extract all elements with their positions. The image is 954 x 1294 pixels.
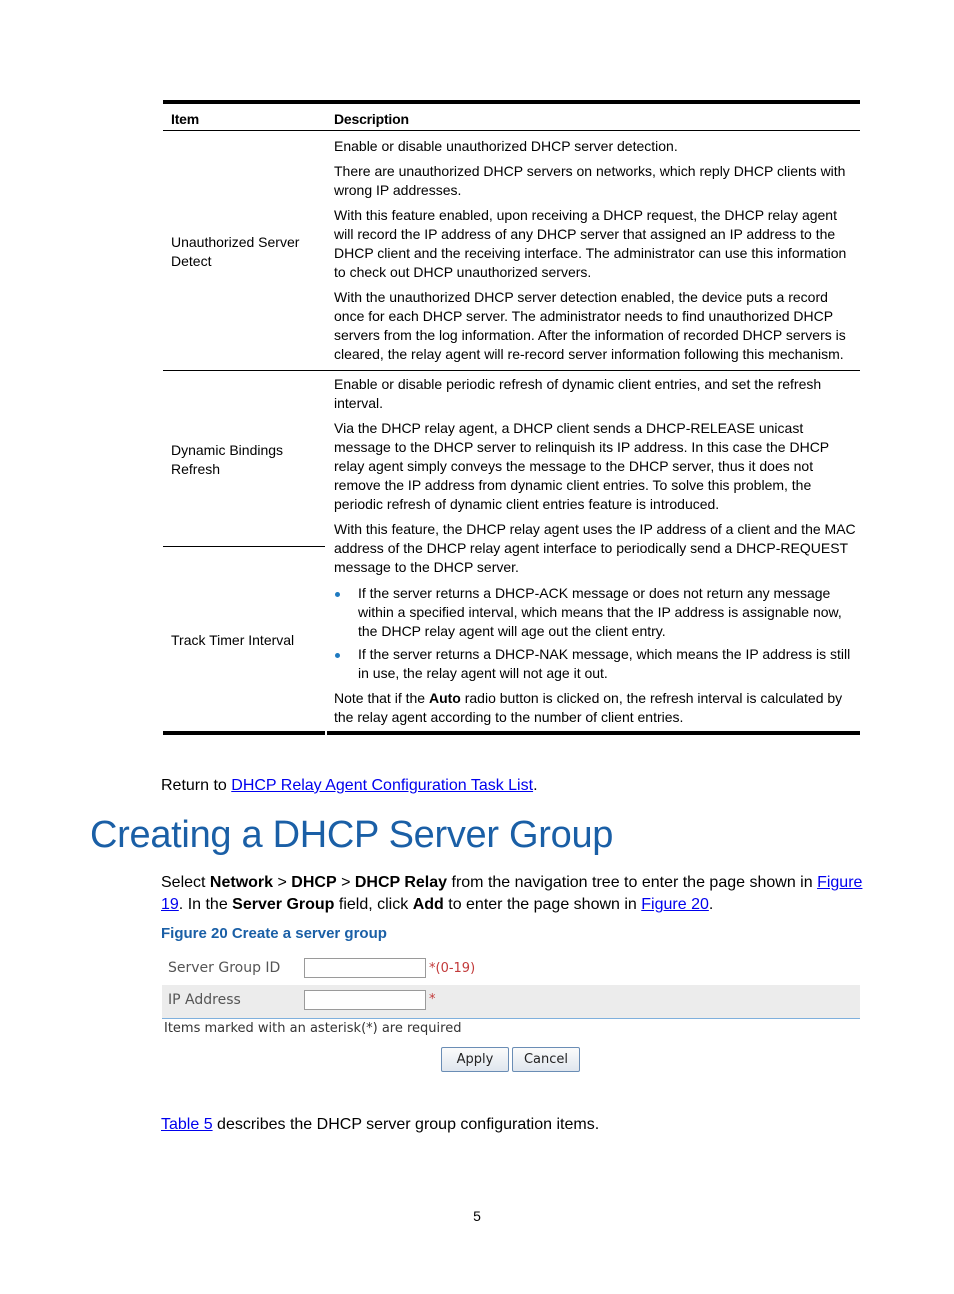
section-heading: Creating a DHCP Server Group <box>90 814 614 856</box>
intro-bold-network: Network <box>209 874 274 891</box>
intro-text: field, click <box>334 896 413 913</box>
apply-button[interactable]: Apply <box>441 1047 509 1072</box>
figure-caption: Figure 20 Create a server group <box>161 925 387 942</box>
figure-19-link[interactable]: 19 <box>161 896 179 913</box>
note-text: Note that if the <box>334 690 429 706</box>
ip-address-label: IP Address <box>168 992 241 1008</box>
server-group-id-input[interactable] <box>304 958 426 978</box>
table-row-description <box>334 137 856 364</box>
intro-bold-server-group: Server Group <box>232 896 335 913</box>
intro-text: Select <box>161 874 210 891</box>
required-note: Items marked with an asterisk(*) are required <box>164 1021 462 1036</box>
figure-19-link[interactable]: Figure <box>817 874 863 891</box>
table-row-item-unauthorized-server-detect: Unauthorized Server Detect <box>171 234 300 269</box>
intro-text: to enter the page shown in <box>443 896 642 913</box>
return-end: . <box>533 777 538 794</box>
table-header-rule <box>163 130 860 131</box>
table-bottom-rule-left <box>163 731 325 735</box>
ip-address-input[interactable] <box>304 990 426 1010</box>
intro-bold-dhcp-relay: DHCP Relay <box>354 874 448 891</box>
intro-bold-add: Add <box>412 896 444 913</box>
table-header-item: Item <box>171 111 199 127</box>
intro-text: > <box>273 874 292 891</box>
table-row-description <box>334 375 856 577</box>
server-group-id-hint: *(0-19) <box>429 961 476 976</box>
table-top-rule <box>163 100 860 104</box>
description-paragraph: Enable or disable periodic refresh of dynamic client entries, and set the refresh interval. <box>334 376 822 411</box>
table-5-link[interactable]: Table 5 <box>161 1116 213 1133</box>
table-sub-row-rule <box>163 546 325 547</box>
description-paragraph: With this feature, the DHCP relay agent uses the IP address of a client and the MAC address of the DHCP relay agent interface to periodically send a DHCP-REQUEST message to the DHCP server. <box>334 521 856 575</box>
table-row-note <box>334 689 856 727</box>
cancel-button[interactable]: Cancel <box>512 1047 580 1072</box>
task-list-link[interactable]: DHCP Relay Agent Configuration Task List <box>231 777 534 794</box>
note-text: radio button is clicked on, the refresh interval is calculated by the relay agent according to the number of client entries. <box>334 690 843 725</box>
table-bottom-rule-right <box>327 731 860 735</box>
note-bold-auto: Auto <box>428 690 461 706</box>
intro-text: . In the <box>178 896 233 913</box>
table5-text: describes the DHCP server group configuration items. <box>212 1116 600 1133</box>
bullet-text: If the server returns a DHCP-NAK message, which means the IP address is still in use, the relay agent will not age it out. <box>358 646 851 681</box>
intro-text: > <box>336 874 355 891</box>
form-row-background <box>162 985 860 1018</box>
bullet-icon <box>335 653 340 658</box>
list-item <box>334 645 856 683</box>
table-row-item-track-timer-interval: Track Timer Interval <box>171 632 295 648</box>
description-paragraph: There are unauthorized DHCP servers on networks, which reply DHCP clients with wrong IP addresses. <box>334 163 846 198</box>
return-text: Return to <box>161 777 232 794</box>
server-group-id-label: Server Group ID <box>168 960 281 976</box>
return-line <box>161 775 538 797</box>
intro-bold-dhcp: DHCP <box>291 874 337 891</box>
table-header-description: Description <box>334 111 409 127</box>
intro-text: from the navigation tree to enter the page shown in <box>447 874 818 891</box>
form-divider <box>162 1018 860 1019</box>
bullet-text: If the server returns a DHCP-ACK message or does not return any message within a specified interval, which means that the IP address is assignable now, the DHCP relay agent will age out the client entry. <box>358 585 842 639</box>
page-number: 5 <box>473 1208 481 1224</box>
table-row-rule <box>163 370 860 371</box>
table5-line <box>161 1114 599 1136</box>
description-paragraph: With the unauthorized DHCP server detection enabled, the device puts a record once for each DHCP server. The administrator needs to find unauthorized DHCP servers from the log information. After the information of recorded DHCP servers is cleared, the relay agent will re-record server information following this mechanism. <box>334 289 846 362</box>
figure-20-link[interactable]: Figure 20 <box>641 896 709 913</box>
list-item <box>334 584 856 641</box>
intro-text: . <box>708 896 714 913</box>
description-paragraph: Via the DHCP relay agent, a DHCP client sends a DHCP-RELEASE unicast message to the DHCP server to relinquish its IP address. In this case the DHCP relay agent simply conveys the message to the DHCP server, thus it does not remove the IP address from dynamic client entries. To solve this problem, the periodic refresh of dynamic client entries feature is introduced. <box>334 420 829 512</box>
description-paragraph: With this feature enabled, upon receiving a DHCP request, the DHCP relay agent will record the IP address of any DHCP server that assigned an IP address to the DHCP client and the receiving interface. The administrator can use this information to check out DHCP unauthorized servers. <box>334 207 847 280</box>
table-row-item-dynamic-bindings-refresh: Dynamic Bindings Refresh <box>171 442 284 477</box>
intro-paragraph <box>161 872 866 916</box>
description-paragraph: Enable or disable unauthorized DHCP server detection. <box>334 138 678 154</box>
bullet-icon <box>335 592 340 597</box>
ip-address-hint: * <box>429 992 436 1007</box>
